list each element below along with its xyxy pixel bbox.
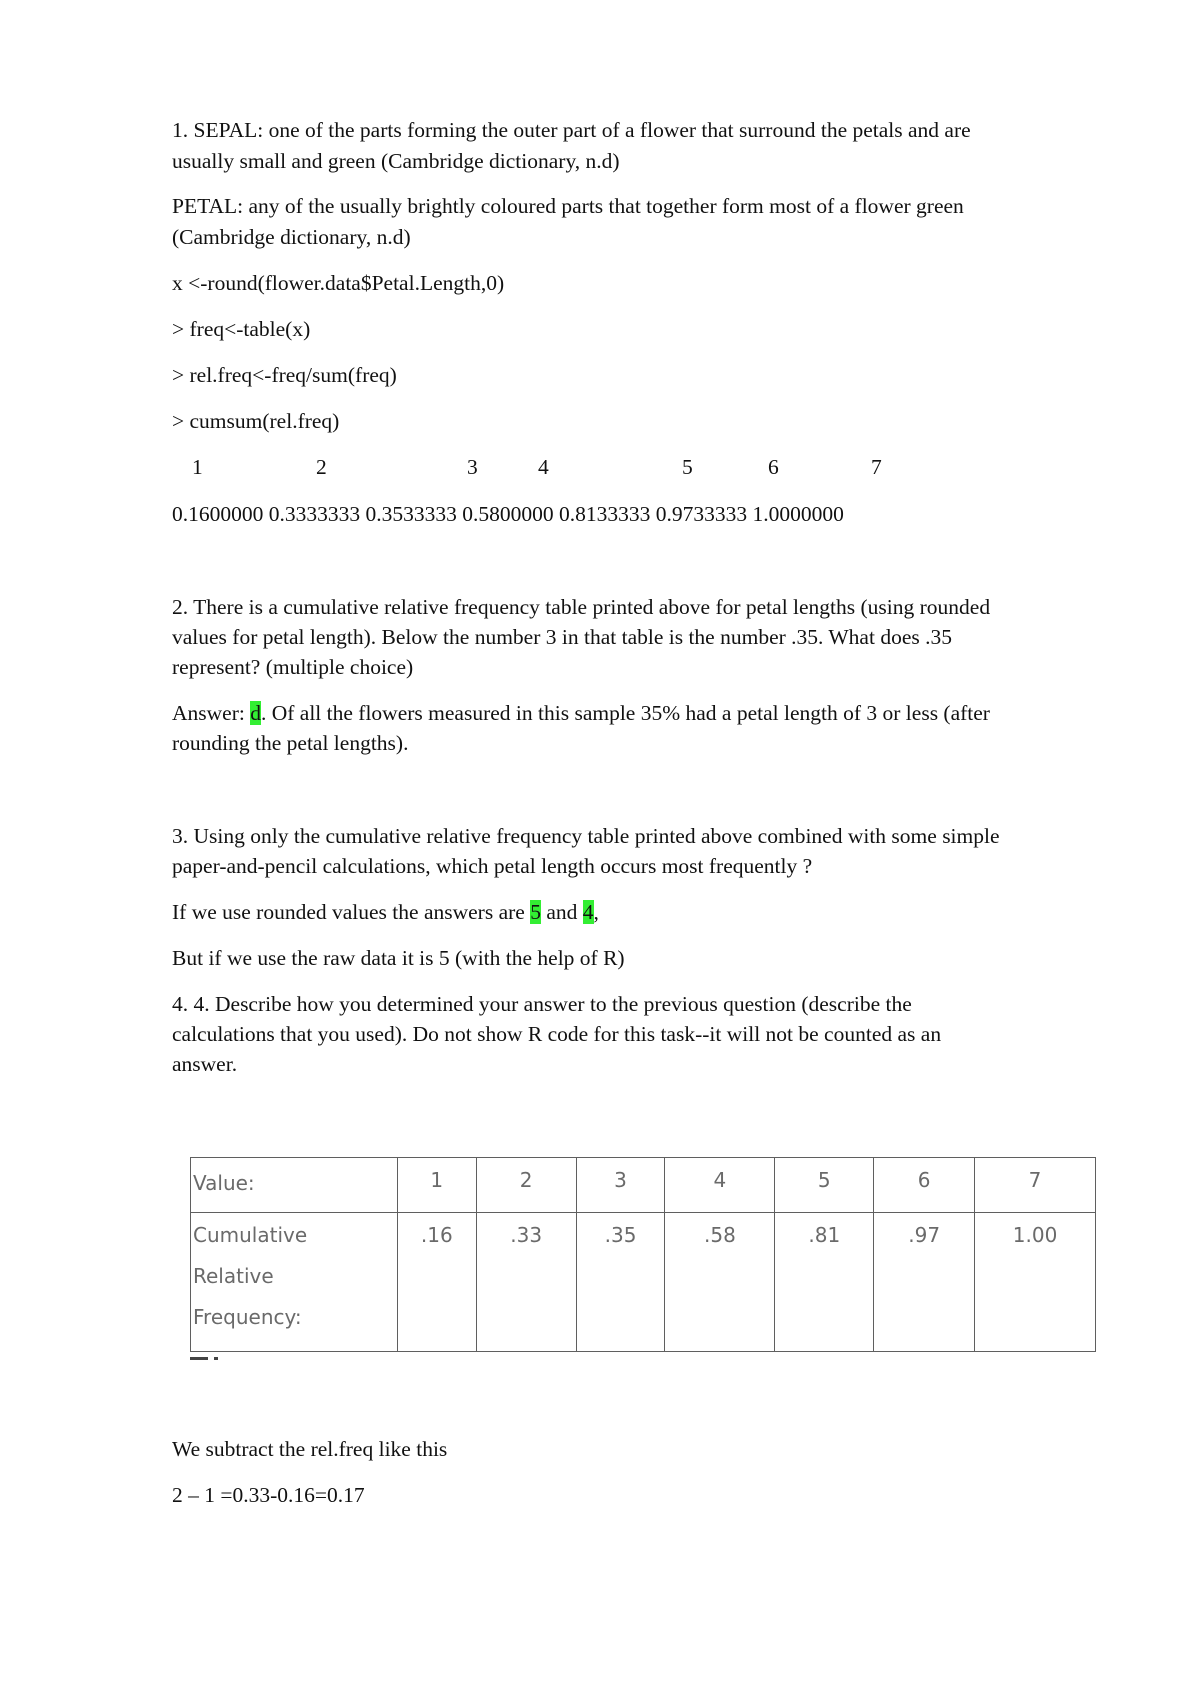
output-labels-row xyxy=(172,452,972,483)
table-cell: .81 xyxy=(775,1213,874,1352)
table-cell: .16 xyxy=(397,1213,476,1352)
table-cell: .58 xyxy=(665,1213,775,1352)
table-cell: .97 xyxy=(874,1213,975,1352)
table-header-cumulative xyxy=(191,1213,398,1352)
q1-sepal-definition-cont: usually small and green (Cambridge dictionary, n.d) xyxy=(172,149,620,173)
q3-question-line2: paper-and-pencil calculations, which petal length occurs most frequently ? xyxy=(172,854,813,878)
output-label: 2 xyxy=(316,455,327,479)
cumulative-frequency-table xyxy=(190,1157,1096,1352)
table-header-line: Frequency: xyxy=(193,1305,302,1329)
code-line: x <-round(flower.data$Petal.Length,0) xyxy=(172,271,505,295)
table-cell: 5 xyxy=(775,1158,874,1213)
output-values-row: 0.1600000 0.3333333 0.3533333 0.5800000 0.8133333 0.9733333 1.0000000 xyxy=(172,502,844,526)
q2-question-line3: represent? (multiple choice) xyxy=(172,655,414,679)
table-cell: 6 xyxy=(874,1158,975,1213)
output-label: 3 xyxy=(467,455,478,479)
q3-question-line1: 3. Using only the cumulative relative frequency table printed above combined with some simple xyxy=(172,824,1000,848)
table-cell: 7 xyxy=(975,1158,1096,1213)
q2-question-line2: values for petal length). Below the number 3 in that table is the number .35. What does .35 xyxy=(172,625,952,649)
output-label: 7 xyxy=(871,455,882,479)
q3-answer-b: 4 xyxy=(582,900,594,924)
work-step: 2 – 1 =0.33-0.16=0.17 xyxy=(172,1483,365,1507)
output-label: 4 xyxy=(538,455,549,479)
q4-question-line1: 4. 4. Describe how you determined your answer to the previous question (describe the xyxy=(172,992,912,1016)
code-line: > rel.freq<-freq/sum(freq) xyxy=(172,363,397,387)
table-header-line: Relative xyxy=(193,1264,274,1288)
q2-answer-choice: d xyxy=(250,701,261,725)
q4-question-line2: calculations that you used). Do not show R code for this task--it will not be counted as an xyxy=(172,1022,942,1046)
code-line: > cumsum(rel.freq) xyxy=(172,409,340,433)
q3-rounded-answer xyxy=(172,897,599,928)
q1-petal-definition: PETAL: any of the usually brightly coloured parts that together form most of a flower green xyxy=(172,194,964,218)
table-cell: 4 xyxy=(665,1158,775,1213)
code-line: > freq<-table(x) xyxy=(172,317,311,341)
output-label: 5 xyxy=(682,455,693,479)
table-cell: 3 xyxy=(576,1158,665,1213)
q2-answer-prefix: Answer: xyxy=(172,701,251,725)
q3-and: and xyxy=(540,900,583,924)
q1-sepal-definition: 1. SEPAL: one of the parts forming the outer part of a flower that surround the petals and are xyxy=(172,118,971,142)
q2-answer xyxy=(172,698,990,729)
table-cell: 2 xyxy=(476,1158,576,1213)
q4-question-line3: answer. xyxy=(172,1052,238,1076)
table-header-line: Cumulative xyxy=(193,1223,308,1247)
table-row xyxy=(191,1158,1096,1213)
q2-answer-cont: rounding the petal lengths). xyxy=(172,731,409,755)
q2-question-line1: 2. There is a cumulative relative frequency table printed above for petal lengths (using rounded xyxy=(172,595,991,619)
table-cell: 1 xyxy=(397,1158,476,1213)
q3-rounded-prefix: If we use rounded values the answers are xyxy=(172,900,531,924)
table-cell: 1.00 xyxy=(975,1213,1096,1352)
output-label: 1 xyxy=(192,455,203,479)
table-row xyxy=(191,1213,1096,1352)
work-intro: We subtract the rel.freq like this xyxy=(172,1437,448,1461)
cropped-text-fragment xyxy=(190,1357,238,1363)
output-label: 6 xyxy=(768,455,779,479)
table-header-value: Value: xyxy=(191,1158,398,1213)
q3-answer-a: 5 xyxy=(530,900,541,924)
q2-answer-text: . Of all the flowers measured in this sample 35% had a petal length of 3 or less (after xyxy=(260,701,990,725)
q1-petal-definition-cont: (Cambridge dictionary, n.d) xyxy=(172,225,411,249)
table-cell: .35 xyxy=(576,1213,665,1352)
q3-raw-answer: But if we use the raw data it is 5 (with the help of R) xyxy=(172,946,625,970)
q3-comma: , xyxy=(593,900,599,924)
table-cell: .33 xyxy=(476,1213,576,1352)
